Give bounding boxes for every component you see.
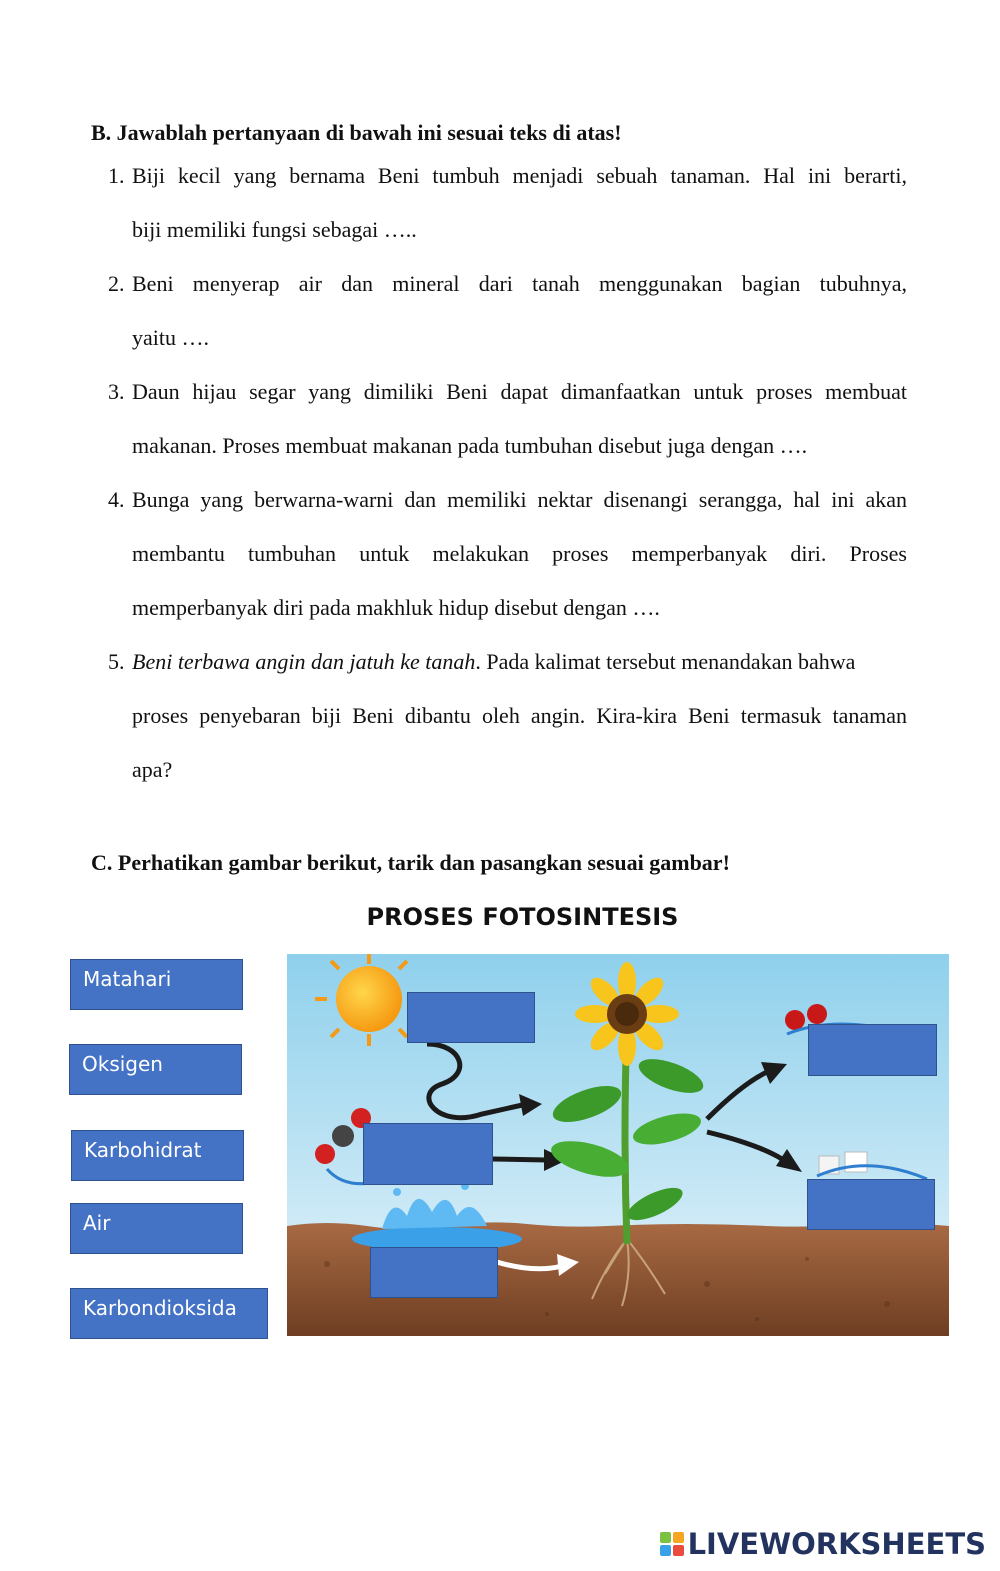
question-3-line-2: makanan. Proses membuat makanan pada tumbuhan disebut juga dengan …. bbox=[132, 433, 808, 458]
question-3-number: 3. bbox=[108, 379, 125, 404]
question-2-line-1: Beni menyerap air dan mineral dari tanah menggunakan bagian tubuhnya, bbox=[132, 271, 907, 296]
liveworksheets-logo bbox=[660, 1527, 986, 1561]
question-5-line-1 bbox=[132, 649, 907, 675]
diagram-title: PROSES FOTOSINTESIS bbox=[366, 903, 679, 931]
question-1-line-1: Biji kecil yang bernama Beni tumbuh menjadi sebuah tanaman. Hal ini berarti, bbox=[132, 163, 907, 188]
question-4-line-3: memperbanyak diri pada makhluk hidup disebut dengan …. bbox=[132, 595, 660, 620]
drop-target-oxygen[interactable] bbox=[808, 1024, 937, 1076]
co2-arrow bbox=[492, 1159, 547, 1160]
question-4-number: 4. bbox=[108, 487, 125, 512]
question-5-italic: Beni terbawa angin dan jatuh ke tanah bbox=[132, 649, 476, 674]
question-1-line-2: biji memiliki fungsi sebagai ….. bbox=[132, 217, 417, 242]
section-b-heading: B. Jawablah pertanyaan di bawah ini sesuai teks di atas! bbox=[91, 120, 622, 145]
question-3-line-1: Daun hijau segar yang dimiliki Beni dapat dimanfaatkan untuk proses membuat bbox=[132, 379, 907, 404]
option-air[interactable]: Air bbox=[70, 1203, 243, 1254]
drop-target-carbohydrate[interactable] bbox=[807, 1179, 935, 1230]
question-2-line-2: yaitu …. bbox=[132, 325, 209, 350]
question-5-line-3: apa? bbox=[132, 757, 173, 782]
question-4-line-2: membantu tumbuhan untuk melakukan proses memperbanyak diri. Proses bbox=[132, 541, 907, 566]
logo-grid-icon bbox=[660, 1532, 684, 1556]
question-5-number: 5. bbox=[108, 649, 125, 674]
option-oksigen[interactable]: Oksigen bbox=[69, 1044, 242, 1095]
drop-target-water[interactable] bbox=[370, 1247, 498, 1298]
question-2-number: 2. bbox=[108, 271, 125, 296]
section-c-heading: C. Perhatikan gambar berikut, tarik dan pasangkan sesuai gambar! bbox=[91, 850, 730, 875]
option-matahari[interactable]: Matahari bbox=[70, 959, 243, 1010]
option-karbohidrat[interactable]: Karbohidrat bbox=[71, 1130, 244, 1181]
question-5-rest: . Pada kalimat tersebut menandakan bahwa bbox=[475, 649, 856, 674]
option-karbondioksida[interactable]: Karbondioksida bbox=[70, 1288, 268, 1339]
question-1-number: 1. bbox=[108, 163, 125, 188]
question-4-line-1: Bunga yang berwarna-warni dan memiliki nektar disenangi serangga, hal ini akan bbox=[132, 487, 907, 512]
drop-target-carbon-dioxide[interactable] bbox=[363, 1123, 493, 1185]
brand-text: LIVEWORKSHEETS bbox=[687, 1527, 986, 1561]
drop-target-sun[interactable] bbox=[407, 992, 535, 1043]
question-5-line-2: proses penyebaran biji Beni dibantu oleh angin. Kira-kira Beni termasuk tanaman bbox=[132, 703, 907, 728]
